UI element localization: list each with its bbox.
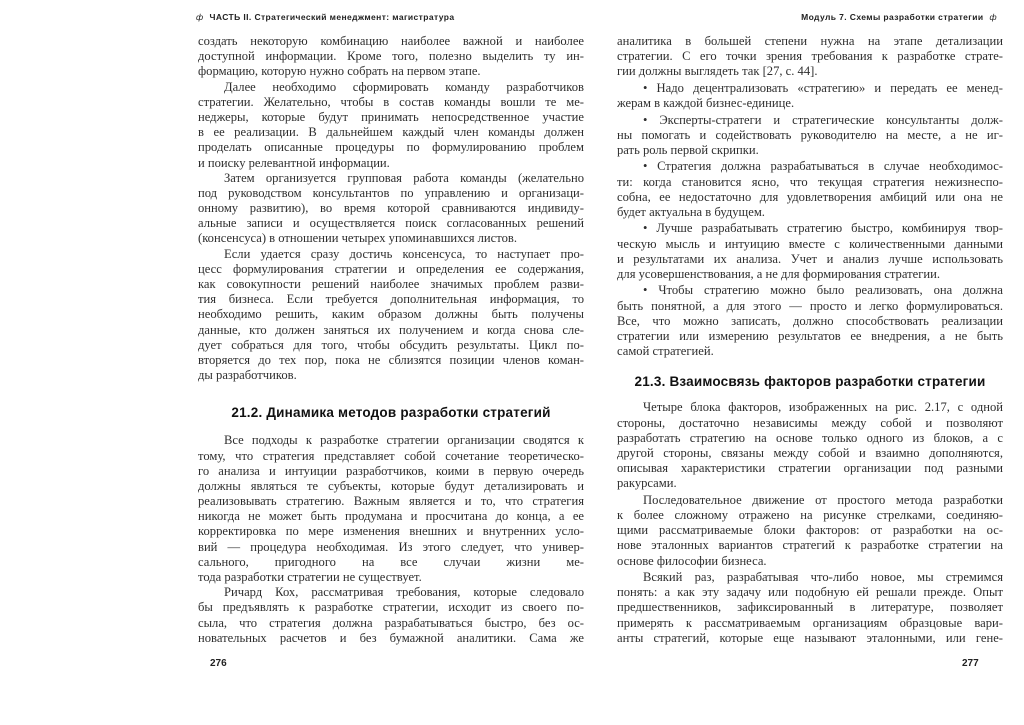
text-line: другой стороны, связаны между собой и взаимно дополняются, [617,445,1003,460]
text-line: • Стратегия должна разрабатываться в случае необходимос- [643,159,1003,174]
text-line: новательных расчетов и без бумажной аналитики. Сама же [198,630,584,645]
text-line: в ее реализации. В дальнейшем каждый член команды должен [198,125,584,140]
text-line: будет актуальна в будущем. [617,204,765,219]
text-line: вий — процедура необходимая. Из этого следует, что универ- [198,539,584,554]
text-line: (консенсуса) в отношении четырех упоминавшихся листов. [198,231,517,246]
paragraph [617,283,1003,359]
text-line: стратегии или измерению результатов ее внедрения, а не быть [617,329,1003,344]
text-line: необходимо решить, каким образом должны быть получены [198,307,584,322]
text-line: собна, ее недостаточно для удовлетворения амбиций или она не [617,189,1003,204]
text-line: Все, что можно записать, должно способствовать реализации [617,313,1003,328]
text-line: аналитика в большей степени нужна на этапе детализации [617,34,1003,48]
page-number: 276 [210,658,227,669]
text-line: под руководством консультантов по управлению и организаци- [198,185,584,200]
text-line: понять: а как эту задачу или подобную ей решали прежде. Опыт [617,585,1003,600]
running-header [801,12,1003,22]
text-line: примерять к рассматриваемым организациям образцовые вари- [617,615,1003,630]
text-line: стороны, достаточно независимы между собой и позволяют [617,415,1003,430]
running-header-text: Модуль 7. Схемы разработки стратегии [801,12,984,22]
text-line: ны помогать и содействовать руководителю на месте, а не иг- [617,127,1003,142]
text-line: основе философии бизнеса. [617,553,767,568]
paragraph [617,221,1003,282]
text-line: тому, что стратегия представляет собой сочетание теоретическо- [198,448,584,463]
text-line: • Надо децентрализовать «стратегию» и передать ее менед- [643,80,1003,95]
text-line: • Эксперты-стратеги и стратегические консультанты долж- [643,112,1003,127]
text-line: рать роль первой скрипки. [617,142,759,157]
text-line: • Чтобы стратегию можно было реализовать, она должна [643,283,1003,298]
paragraph [617,34,1003,80]
text-line: ды разработчиков. [198,368,297,383]
page-number: 277 [962,658,979,669]
text-line: стратегии. С его точки зрения требования к разработке страте- [617,49,1003,64]
text-line: для усовершенствования, а не для формирования стратегии. [617,267,940,281]
right-page [512,0,1024,725]
text-line: неджеры, которые будут принимать непосредственное участие [198,109,584,124]
text-line: формацию, которую нужно собрать на первом этапе. [198,64,481,79]
text-line: и результатами их анализа. Учет и анализ лучше использовать [617,251,1003,266]
text-line: ти: когда становится ясно, что текущая стратегия нежизнеспо- [617,174,1003,189]
text-line: ракурсами. [617,476,677,491]
text-line: го анализа и интуиции разработчиков, коими в первую очередь [198,463,584,478]
paragraph [617,400,1003,491]
text-column [617,34,1003,647]
text-line: гии должны выглядеть так [27, с. 44]. [617,64,818,79]
text-line: сального, пригодного на все случаи жизни ме- [198,554,584,569]
paragraph [617,570,1003,646]
text-line: сыла, что стратегия должна разрабатываться быстро, без ос- [198,615,584,630]
text-line: предшественников, зафиксированный в литературе, позволяет [617,600,1003,615]
text-line: ческую мысль и интуицию вместе с количественными данными [617,236,1003,251]
text-line: реализовывать стратегию. Важным является и то, что стратегия [198,494,584,509]
section-heading: 21.2. Динамика методов разработки стратегий [231,405,551,421]
text-line: онному развитию), во время которой сравниваются индивиду- [198,201,584,216]
text-line: быть понятной, а для этого — просто и легко формулироваться. [617,298,1003,313]
text-line: тода разработки стратегии не существует. [198,570,422,584]
text-line: доступной информации. Кроме того, полезно выделить ту ин- [198,49,584,64]
text-line: разработать стратегию на основе только одного из блоков, а с [617,430,1003,445]
text-line: Все подходы к разработке стратегии организации сводятся к [224,433,584,448]
text-line: проделать описанные процедуры по формулированию проблем [198,140,584,155]
text-line: анты стратегий, которые еще называют эталонными, или гене- [617,630,1003,645]
paragraph [617,113,1003,159]
text-line: тия бизнеса. Если требуется дополнительная информация, то [198,292,584,307]
text-line: должны являться те субъекты, которые будут детализировать и [198,478,584,493]
text-line: Если удается сразу достичь консенсуса, то наступает про- [224,246,584,261]
text-line: Далее необходимо сформировать команду разработчиков [224,79,584,94]
text-line: и поиску релевантной информации. [198,155,390,170]
text-line: жерам в каждой бизнес-единице. [617,96,795,111]
text-line: Всякий раз, разрабатывая что-либо новое, мы стремимся [643,570,1003,585]
text-line: цесс формулирования стратегии и определения ее содержания, [198,261,584,276]
text-line: никогда не может быть продумана и просчитана до конца, а ее [198,509,584,524]
text-line: щими рассматриваемые блоки факторов: от разработки на ос- [617,523,1003,538]
text-line: бы предъявлять к разработке стратегии, исходит из своего по- [198,600,584,615]
text-line: создать некоторую комбинацию наиболее важной и наиболее [198,34,584,48]
paragraph [617,493,1003,569]
text-line: самой стратегией. [617,344,714,359]
text-line: корректировка по мере изменения внешних и внутренних усло- [198,524,584,539]
text-line: как совокупности решений наиболее значимых проблем разви- [198,277,584,291]
text-line: данные, кто должен заняться их получением и когда снова сле- [198,322,584,337]
text-line: описывая характеристики стратегии организации под разными [617,461,1003,476]
text-line: Затем организуется групповая работа команды (желательно [224,170,584,185]
running-header [190,12,454,22]
paragraph [617,81,1003,111]
text-line: Четыре блока факторов, изображенных на рис. 2.17, с одной [643,400,1003,415]
text-line: • Лучше разрабатывать стратегию быстро, комбинируя твор- [643,221,1003,236]
text-line: нове эталонных вариантов стратегий к разработке стратегии на [617,538,1003,553]
text-line: Ричард Кох, рассматривая требования, которые следовало [224,585,584,600]
paragraph [617,159,1003,220]
text-line: вторяется до тех пор, пока не сблизятся позиции членов коман- [198,352,584,367]
text-line: дует собраться для того, чтобы обсудить результаты. Цикл по- [198,337,584,352]
text-line: к более сложному отражено на рисунке стрелками, соединяю- [617,508,1003,523]
section-heading: 21.3. Взаимосвязь факторов разработки стратегии [634,374,986,390]
text-line: Последовательное движение от простого метода разработки [643,492,1003,507]
ornament-icon: ф [196,12,204,22]
text-line: стратегии. Желательно, чтобы в состав команды вошли те ме- [198,94,584,109]
ornament-icon: ф [989,12,997,22]
text-line: альные записи и осуществляется поиск согласованных решений [198,216,584,231]
running-header-text: ЧАСТЬ II. Стратегический менеджмент: магистратура [209,12,455,22]
